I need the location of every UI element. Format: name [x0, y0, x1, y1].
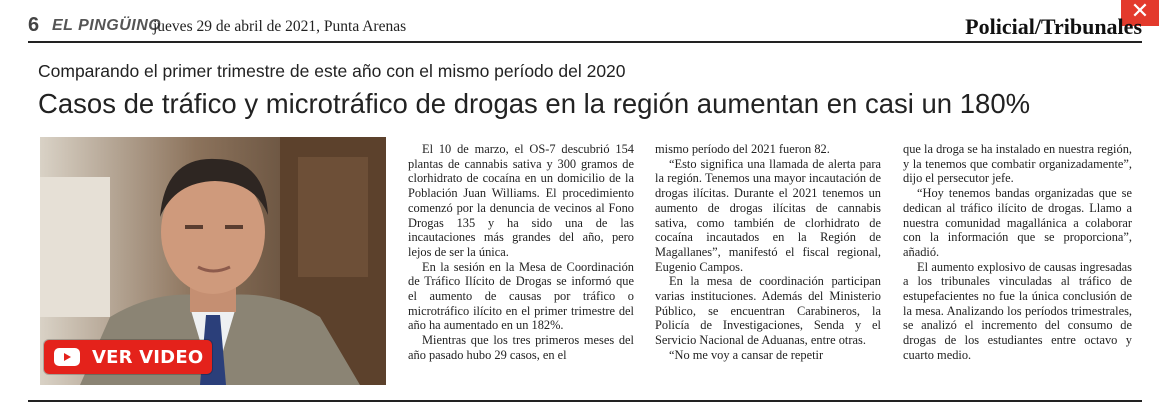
close-icon[interactable]: ✕	[1121, 0, 1159, 26]
watch-video-button[interactable]	[44, 340, 212, 374]
article-column-2	[655, 142, 881, 363]
paragraph: El 10 de marzo, el OS-7 descubrió 154 plantas de cannabis sativa y 300 gramos de clorhidrato de cocaína en un domicilio de la Población Juan Williams. El procedimiento comenzó por la denuncia de vecinos al Fono Drogas 135 y ha sido una de las incautaciones más grandes del año, pero lejos de ser la única.	[408, 142, 634, 259]
paragraph: “Hoy tenemos bandas organizadas que se dedican al tráfico ilícito de drogas. Llamo a nuestra comunidad magallánica a colaborar con la información que se proporciona”, añadió.	[903, 186, 1132, 259]
paragraph: El aumento explosivo de causas ingresadas a los tribunales vinculadas al tráfico de estupefacientes no fue la única conclusión de la mesa. Analizando los períodos trimestrales, se analizó el incremento del consumo de drogas de los estudiantes entre octavo y cuarto medio.	[903, 259, 1132, 362]
newspaper-logo: EL PINGÜINO	[52, 17, 162, 34]
paragraph: En la mesa de coordinación participan varias instituciones. Además del Ministerio Público, se encuentran Carabineros, la Policía de Investigaciones, Senda y el Servicio Nacional de Aduanas, entre otras.	[655, 274, 881, 348]
watch-video-label: VER VIDEO	[92, 346, 204, 368]
paragraph: “No me voy a cansar de repetir	[669, 347, 824, 362]
top-rule	[28, 41, 1142, 43]
paragraph: En la sesión en la Mesa de Coordinación de Tráfico Ilícito de Drogas se informó que el aumento de causas por tráfico o microtráfico ilícito en el primer trimestre del año ha aumentado en un 182%.	[408, 259, 634, 333]
article-headline: Casos de tráfico y microtráfico de drogas en la región aumentan en casi un 180%	[38, 88, 1031, 119]
page-number: 6	[28, 14, 40, 36]
date-line: jueves 29 de abril de 2021, Punta Arenas	[153, 18, 407, 35]
bottom-rule	[28, 400, 1142, 402]
masthead	[28, 14, 1142, 40]
youtube-play-icon	[54, 348, 80, 366]
paragraph: mismo período del 2021 fueron 82.	[655, 142, 830, 156]
paragraph: Mientras que los tres primeros meses del año pasado hubo 29 casos, en el	[408, 333, 634, 362]
paragraph: que la droga se ha instalado en nuestra región, y la tenemos que combatir organizadamente”, dijo el persecutor jefe.	[903, 142, 1132, 186]
article-column-1	[408, 142, 634, 363]
article-column-3	[903, 142, 1132, 363]
article-kicker: Comparando el primer trimestre de este año con el mismo período del 2020	[38, 61, 626, 81]
paragraph: “Esto significa una llamada de alerta para la región. Tenemos una mayor incautación de drogas ilícitas. Durante el 2021 tenemos un aumento de drogas ilícitas de cannabis sativa, como también de clorhidrato de cocaína incautados en la Región de Magallanes”, manifestó el fiscal regional, Eugenio Campos.	[655, 156, 881, 274]
section-title: Policial/Tribunales	[965, 14, 1142, 39]
